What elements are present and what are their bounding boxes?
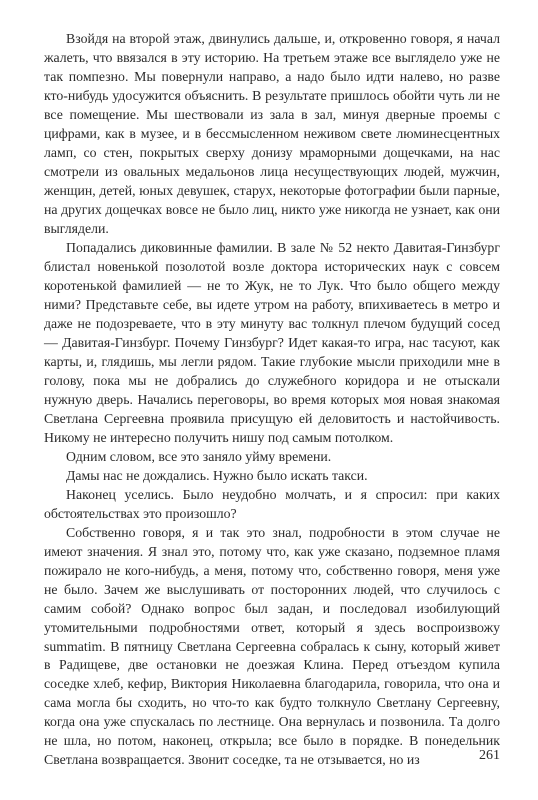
paragraph-5: Наконец уселись. Было неудобно молчать, и я спросил: при каких обстоятельствах это произошло? [44, 486, 500, 521]
paragraph-6: Собственно говоря, я и так это знал, подробности в этом случае не имеют значения. Я знал это, потому что, как уже сказано, подземное пламя пожирало не кого-нибудь, а меня, потому что, собственно говоря, меня уже не было. Зачем же выслушивать от посторонних людей, что случилось с самим собой? Однако вопрос был задан, и последовал изобилующий утомительными подробностями ответ, который я здесь воспроизвожу summatim. В пятницу Светлана Сергеевна собралась к сыну, который живет в Радищеве, две остановки не доезжая Клина. Перед отъездом купила соседке хлеб, кефир, Виктория Николаевна благодарила, говорила, что она и сама могла бы сходить, но что-то как будто толкнуло Светлану Сергеевну, когда она уже спускалась по лестнице. Она вернулась и позвонила. Та долго не шла, но потом, наконец, открыла; все было в порядке. В понедельник Светлана возвращается. Звонит соседке, та не отзывается, но из [44, 524, 500, 768]
paragraph-4: Дамы нас не дождались. Нужно было искать такси. [66, 467, 368, 483]
paragraph-2: Попадались диковинные фамилии. В зале № 52 некто Давитая-Гинзбург блистал новенькой позолотой возле доктора исторических наук с совсем коротенькой фамилией — не то Жук, не то Лук. Что было общего между ними? Представьте себе, вы идете утром на работу, впихиваетесь в метро и даже не подозреваете, что в эту минуту вас толкнул плечом будущий сосед — Давитая-Гинзбург. Почему Гинзбург? Идет какая-то игра, нас тасуют, как карты, и, глядишь, мы легли рядом. Такие глубокие мысли приходили мне в голову, пока мы не добрались до служебного коридора и не отыскали нужную дверь. Начались переговоры, во время которых моя новая знакомая Светлана Сергеевна проявила присущую ей деловитость и настойчивость. Никому не интересно получить нишу под самым потолком. [44, 239, 500, 445]
paragraph-3: Одним словом, все это заняло уйму времени. [66, 448, 332, 464]
book-page [44, 30, 500, 770]
page-number: 261 [479, 748, 500, 763]
body-text [44, 30, 500, 770]
paragraph-1: Взойдя на второй этаж, двинулись дальше, и, откровенно говоря, я начал жалеть, что ввязался в эту историю. На третьем этаже все выглядело уже не так помпезно. Мы повернули направо, а надо было идти налево, но разве кто-нибудь удосужится объяснить. В результате пришлось обойти чуть ли не все помещение. Мы шествовали из зала в зал, минуя дверные проемы с цифрами, как в музее, и в бессмысленном неживом свете люминесцентных ламп, со стен, покрытых сверху донизу мраморными дощечками, на нас смотрели из овальных медальонов лица несуществующих людей, мужчин, женщин, детей, юных девушек, старух, некоторые фотографии были парные, на других дощечках вовсе не было лиц, никто уже никогда не узнает, как они выглядели. [44, 31, 500, 236]
